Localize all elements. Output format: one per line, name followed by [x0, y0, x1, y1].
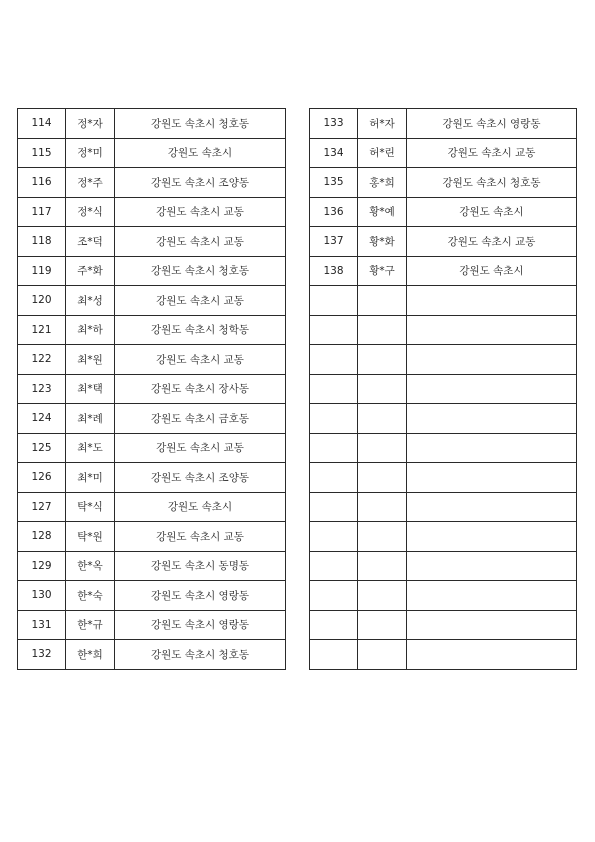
address-cell [407, 345, 577, 375]
address-cell: 강원도 속초시 [115, 492, 286, 522]
table-row [18, 640, 286, 670]
address-cell [407, 581, 577, 611]
address-cell: 강원도 속초시 금호동 [115, 404, 286, 434]
row-number-cell: 118 [18, 227, 66, 257]
table-row [310, 522, 577, 552]
table-row [18, 286, 286, 316]
address-cell: 강원도 속초시 영랑동 [115, 581, 286, 611]
table-row [310, 345, 577, 375]
address-cell: 강원도 속초시 조양동 [115, 463, 286, 493]
table-row [18, 109, 286, 139]
name-cell: 최*원 [66, 345, 115, 375]
address-cell: 강원도 속초시 조양동 [115, 168, 286, 198]
table-row [18, 197, 286, 227]
row-number-cell: 121 [18, 315, 66, 345]
address-cell [407, 315, 577, 345]
name-cell: 정*미 [66, 138, 115, 168]
address-cell [407, 640, 577, 670]
name-cell: 황*예 [358, 197, 407, 227]
address-cell: 강원도 속초시 [407, 256, 577, 286]
table-row [18, 433, 286, 463]
address-cell [407, 286, 577, 316]
name-cell [358, 433, 407, 463]
name-cell [358, 551, 407, 581]
name-cell: 한*옥 [66, 551, 115, 581]
row-number-cell [310, 522, 358, 552]
address-cell: 강원도 속초시 청호동 [407, 168, 577, 198]
table-row [310, 463, 577, 493]
name-cell [358, 492, 407, 522]
name-cell: 한*희 [66, 640, 115, 670]
row-number-cell: 116 [18, 168, 66, 198]
table-row [310, 374, 577, 404]
name-cell: 한*숙 [66, 581, 115, 611]
row-number-cell: 123 [18, 374, 66, 404]
table-row [310, 286, 577, 316]
row-number-cell [310, 374, 358, 404]
table-row [310, 256, 577, 286]
name-cell [358, 315, 407, 345]
name-cell [358, 286, 407, 316]
row-number-cell: 119 [18, 256, 66, 286]
row-number-cell [310, 551, 358, 581]
roster-table-left [17, 108, 286, 670]
roster-table-left-body [18, 109, 286, 670]
address-cell: 강원도 속초시 [407, 197, 577, 227]
address-cell: 강원도 속초시 영랑동 [115, 610, 286, 640]
table-row [18, 404, 286, 434]
table-row [310, 138, 577, 168]
roster-table-right [309, 108, 577, 670]
name-cell: 허*자 [358, 109, 407, 139]
row-number-cell: 128 [18, 522, 66, 552]
table-row [18, 492, 286, 522]
address-cell: 강원도 속초시 청호동 [115, 640, 286, 670]
name-cell: 최*하 [66, 315, 115, 345]
address-cell: 강원도 속초시 동명동 [115, 551, 286, 581]
table-row [18, 522, 286, 552]
address-cell [407, 463, 577, 493]
row-number-cell: 125 [18, 433, 66, 463]
address-cell [407, 551, 577, 581]
row-number-cell: 137 [310, 227, 358, 257]
table-row [18, 551, 286, 581]
table-row [18, 374, 286, 404]
address-cell [407, 522, 577, 552]
name-cell [358, 610, 407, 640]
name-cell: 최*성 [66, 286, 115, 316]
name-cell [358, 345, 407, 375]
row-number-cell [310, 286, 358, 316]
name-cell: 황*구 [358, 256, 407, 286]
name-cell: 탁*식 [66, 492, 115, 522]
table-row [18, 581, 286, 611]
row-number-cell [310, 463, 358, 493]
row-number-cell: 124 [18, 404, 66, 434]
name-cell: 정*자 [66, 109, 115, 139]
address-cell: 강원도 속초시 장사동 [115, 374, 286, 404]
row-number-cell: 130 [18, 581, 66, 611]
name-cell: 탁*원 [66, 522, 115, 552]
name-cell [358, 463, 407, 493]
name-cell [358, 581, 407, 611]
table-row [18, 256, 286, 286]
row-number-cell [310, 345, 358, 375]
address-cell [407, 610, 577, 640]
row-number-cell: 122 [18, 345, 66, 375]
row-number-cell: 117 [18, 197, 66, 227]
name-cell: 홍*희 [358, 168, 407, 198]
name-cell: 정*주 [66, 168, 115, 198]
address-cell: 강원도 속초시 교동 [407, 227, 577, 257]
row-number-cell: 134 [310, 138, 358, 168]
name-cell: 정*식 [66, 197, 115, 227]
roster-table-right-body [310, 109, 577, 670]
row-number-cell: 126 [18, 463, 66, 493]
row-number-cell [310, 640, 358, 670]
address-cell [407, 374, 577, 404]
row-number-cell: 127 [18, 492, 66, 522]
table-row [18, 138, 286, 168]
address-cell: 강원도 속초시 교동 [115, 227, 286, 257]
row-number-cell [310, 610, 358, 640]
address-cell: 강원도 속초시 교동 [115, 433, 286, 463]
table-row [310, 197, 577, 227]
row-number-cell [310, 404, 358, 434]
row-number-cell: 132 [18, 640, 66, 670]
row-number-cell: 136 [310, 197, 358, 227]
table-row [310, 640, 577, 670]
address-cell [407, 492, 577, 522]
table-row [310, 581, 577, 611]
name-cell: 한*규 [66, 610, 115, 640]
table-row [18, 315, 286, 345]
name-cell [358, 404, 407, 434]
table-row [18, 168, 286, 198]
table-row [310, 551, 577, 581]
address-cell: 강원도 속초시 교동 [407, 138, 577, 168]
row-number-cell [310, 433, 358, 463]
address-cell [407, 404, 577, 434]
name-cell: 황*화 [358, 227, 407, 257]
table-row [310, 492, 577, 522]
table-row [18, 227, 286, 257]
row-number-cell: 120 [18, 286, 66, 316]
row-number-cell [310, 581, 358, 611]
row-number-cell: 133 [310, 109, 358, 139]
address-cell: 강원도 속초시 교동 [115, 522, 286, 552]
row-number-cell: 115 [18, 138, 66, 168]
row-number-cell: 131 [18, 610, 66, 640]
table-row [18, 463, 286, 493]
address-cell [407, 433, 577, 463]
address-cell: 강원도 속초시 영랑동 [407, 109, 577, 139]
address-cell: 강원도 속초시 교동 [115, 345, 286, 375]
row-number-cell: 135 [310, 168, 358, 198]
table-row [310, 315, 577, 345]
name-cell: 조*덕 [66, 227, 115, 257]
row-number-cell: 138 [310, 256, 358, 286]
row-number-cell: 114 [18, 109, 66, 139]
address-cell: 강원도 속초시 청호동 [115, 256, 286, 286]
name-cell: 허*린 [358, 138, 407, 168]
name-cell: 최*도 [66, 433, 115, 463]
table-row [310, 227, 577, 257]
address-cell: 강원도 속초시 청학동 [115, 315, 286, 345]
table-row [310, 433, 577, 463]
name-cell [358, 374, 407, 404]
name-cell [358, 522, 407, 552]
name-cell: 주*화 [66, 256, 115, 286]
address-cell: 강원도 속초시 교동 [115, 197, 286, 227]
table-row [310, 404, 577, 434]
row-number-cell: 129 [18, 551, 66, 581]
name-cell: 최*미 [66, 463, 115, 493]
table-row [310, 168, 577, 198]
address-cell: 강원도 속초시 [115, 138, 286, 168]
table-row [18, 345, 286, 375]
name-cell: 최*례 [66, 404, 115, 434]
name-cell: 최*택 [66, 374, 115, 404]
address-cell: 강원도 속초시 청호동 [115, 109, 286, 139]
row-number-cell [310, 492, 358, 522]
table-row [310, 610, 577, 640]
table-row [310, 109, 577, 139]
table-row [18, 610, 286, 640]
name-cell [358, 640, 407, 670]
row-number-cell [310, 315, 358, 345]
address-cell: 강원도 속초시 교동 [115, 286, 286, 316]
